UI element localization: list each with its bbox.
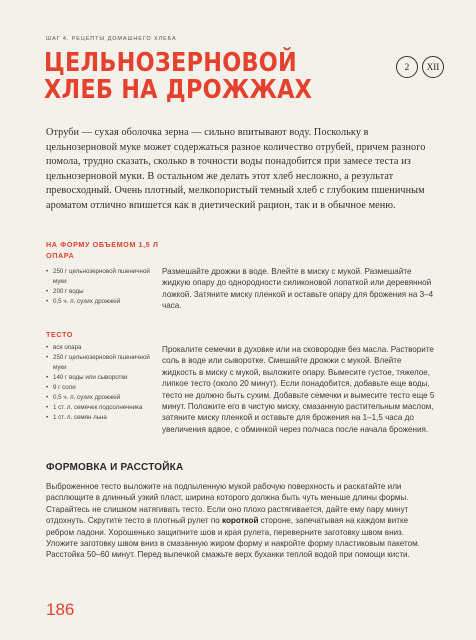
dough-ingredients bbox=[46, 343, 156, 423]
recipe-title: ЦЕЛЬНОЗЕРНОВОЙ ХЛЕБ НА ДРОЖЖАХ bbox=[44, 48, 313, 105]
ingredient-item: • 200 г воды bbox=[46, 287, 156, 297]
ingredient-item: • 250 г цельнозерновой пшеничной муки bbox=[46, 267, 156, 286]
opara-ingredients bbox=[46, 267, 156, 307]
intro-text: Отруби — сухая оболочка зерна — сильно впитывают воду. Поскольку в цельнозерновой муке может содержаться разное количество отрубей, причем разного помола, трудно сказать, сколько в точности воды понадобится при замесе теста из цельнозерновой муки. В остальном же делать этот хлеб несложно, а результат превосходный. Очень плотный, мелкопористый темный хлеб с глубоким пшеничным ароматом отлично впишется как в диетический рацион, так и в обычное меню. bbox=[46, 127, 426, 211]
page-number: 186 bbox=[46, 600, 75, 619]
ingredient-item: • 0,5 ч. л. сухих дрожжей bbox=[46, 297, 156, 307]
shaping-text-before: Выброженное тесто выложите на подпыленную мукой рабочую поверхность и раскатайте или расплющите в длинный узкий пласт, ширина которого должна быть чуть меньше длины формы. Старайтесь не слишком натягивать тесто. Если оно плохо растягивается, дайте ему пару минут отдохнуть. Скрутите тесто в плотный рулет по bbox=[46, 482, 409, 526]
opara-instructions bbox=[162, 266, 438, 312]
shaping-text-bold: короткой bbox=[222, 516, 259, 526]
month-badge: XII bbox=[422, 56, 444, 78]
shaping-text bbox=[46, 481, 438, 561]
shaping-instructions bbox=[46, 481, 438, 561]
intro-paragraph bbox=[46, 126, 436, 214]
opara-label: ОПАРА bbox=[46, 251, 75, 260]
ingredient-item: • 0,5 ч. л. сухих дрожжей bbox=[46, 393, 156, 403]
dough-step-text: Прокалите семечки в духовке или на сковородке без масла. Растворите соль в воде или сыворотке. Смешайте дрожжи с мукой. Влейте жидкость в миску с мукой, выложите опару. Вымесите густое, тяжелое, липкое тесто (около 20 минут). Если понадобится, добавьте еще воды, тесто не должно быть сухим. Добавьте семечки и вымесите тесто еще 5 минут. Положите его в чистую миску, смазанную растительным маслом, затяните миску пленкой и оставьте для брожения на 1–1,5 часа до увеличения вдвое, с обминкой через полчаса после начала брожения. bbox=[162, 345, 435, 434]
ingredient-item: • 1 ст. л. семечек подсолнечника bbox=[46, 403, 156, 413]
difficulty-badge: 2 bbox=[396, 56, 418, 78]
dough-instructions bbox=[162, 344, 438, 435]
ingredient-item: • вся опара bbox=[46, 343, 156, 353]
opara-step-text: Размешайте дрожжи в воде. Влейте в миску с мукой. Размешайте жидкую опару до однородности силиконовой лопаткой или деревянной ложкой. Затяните миску пленкой и оставьте опару для брожения на 3–4 часа. bbox=[162, 267, 434, 311]
ingredient-item: • 250 г цельнозерновой пшеничной муки bbox=[46, 353, 156, 372]
shaping-text-after: стороне, запечатывая на каждом витке ребром ладони. Хорошенько защипните шов и края рулета, переверните заготовку швом вниз. Уложите заготовку швом вниз в смазанную жиром форму и накройте форму пластиковым пакетом. Расстойка 50–60 минут. Перед выпечкой смажьте верх буханки теплой водой при помощи кисти. bbox=[46, 516, 420, 560]
ingredient-item: • 140 г воды или сыворотки bbox=[46, 373, 156, 383]
dough-label: ТЕСТО bbox=[46, 330, 73, 339]
form-volume-label: НА ФОРМУ ОБЪЕМОМ 1,5 Л bbox=[46, 240, 159, 249]
ingredient-item: • 9 г соли bbox=[46, 383, 156, 393]
shaping-heading: ФОРМОВКА И РАССТОЙКА bbox=[46, 462, 184, 473]
ingredient-item: • 1 ст. л. семян льна bbox=[46, 413, 156, 423]
chapter-header: ШАГ 4. РЕЦЕПТЫ ДОМАШНЕГО ХЛЕБА bbox=[46, 36, 177, 42]
